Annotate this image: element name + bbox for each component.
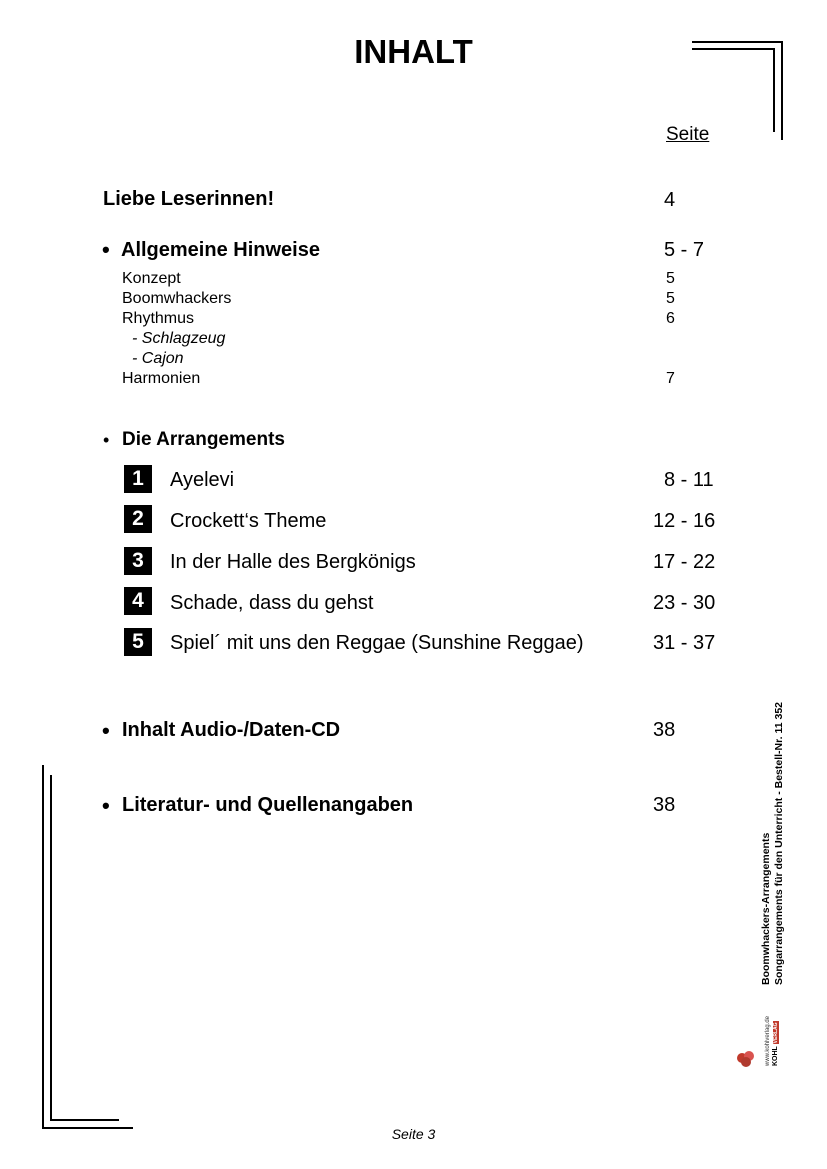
audio-label: Inhalt Audio-/Daten-CD [122, 719, 341, 741]
song-pages-4: 23 - 30 [653, 592, 716, 614]
tree-icon [736, 1044, 756, 1068]
song-pages-1: 8 - 11 [664, 469, 714, 491]
sidebar-line-1: Boomwhackers-Arrangements [760, 832, 772, 985]
sidebar-line-2: Songarrangements für den Unterricht - Bestell-Nr. 11 352 [773, 702, 785, 985]
song-pages-3: 17 - 22 [653, 551, 716, 573]
intro-pages: 4 [664, 189, 676, 211]
song-title-2: Crockett‘s Theme [170, 510, 327, 532]
song-title-3: In der Halle des Bergkönigs [170, 551, 416, 573]
general-item-boomwhackers-pages: 5 [666, 290, 675, 307]
general-item-konzept: Konzept [122, 270, 181, 287]
general-item-cajon: - Cajon [132, 350, 184, 367]
song-number-box-3: 3 [124, 547, 152, 575]
frame-bottom-left-inner-h [50, 1119, 119, 1121]
general-item-boomwhackers: Boomwhackers [122, 290, 232, 307]
literature-label: Literatur- und Quellenangaben [122, 794, 414, 816]
song-number-box-1: 1 [124, 465, 152, 493]
audio-bullet: • [102, 718, 110, 743]
publisher-block [764, 1016, 780, 1066]
general-item-harmonien-pages: 7 [666, 370, 675, 387]
page-footer: Seite 3 [391, 1126, 436, 1142]
general-item-rhythmus-pages: 6 [666, 310, 675, 327]
general-item-schlagzeug: - Schlagzeug [132, 330, 226, 347]
publisher-name: KOHL [772, 1046, 779, 1066]
song-pages-2: 12 - 16 [653, 510, 716, 532]
general-label: Allgemeine Hinweise [121, 239, 320, 261]
frame-bottom-left-outer-v [42, 765, 44, 1129]
page-title: INHALT [354, 33, 473, 70]
general-pages: 5 - 7 [664, 239, 705, 261]
song-pages-5: 31 - 37 [653, 632, 716, 654]
publisher-logo [736, 1044, 756, 1073]
song-title-4: Schade, dass du gehst [170, 592, 374, 614]
general-item-rhythmus: Rhythmus [122, 310, 195, 327]
publisher-name-row [772, 1016, 780, 1066]
page-column-header: Seite [666, 124, 710, 145]
general-bullet: • [102, 237, 110, 262]
publisher-website: www.kohlverlag.de [765, 1015, 771, 1066]
song-number-box-4: 4 [124, 587, 152, 615]
literature-pages: 38 [653, 794, 676, 816]
general-item-harmonien: Harmonien [122, 370, 201, 387]
audio-pages: 38 [653, 719, 676, 741]
general-item-konzept-pages: 5 [666, 270, 675, 287]
song-number-box-5: 5 [124, 628, 152, 656]
arrangements-bullet: • [103, 430, 110, 450]
arrangements-label: Die Arrangements [122, 429, 285, 450]
intro-label: Liebe Leserinnen! [103, 188, 275, 210]
song-number-box-2: 2 [124, 505, 152, 533]
frame-bottom-left-inner-v [50, 775, 52, 1121]
publisher-badge: VERLAG [773, 1022, 779, 1044]
literature-bullet: • [102, 793, 110, 818]
sidebar-series-text [760, 702, 786, 985]
song-title-5: Spiel´ mit uns den Reggae (Sunshine Reggae) [170, 632, 584, 654]
song-title-1: Ayelevi [170, 469, 235, 491]
